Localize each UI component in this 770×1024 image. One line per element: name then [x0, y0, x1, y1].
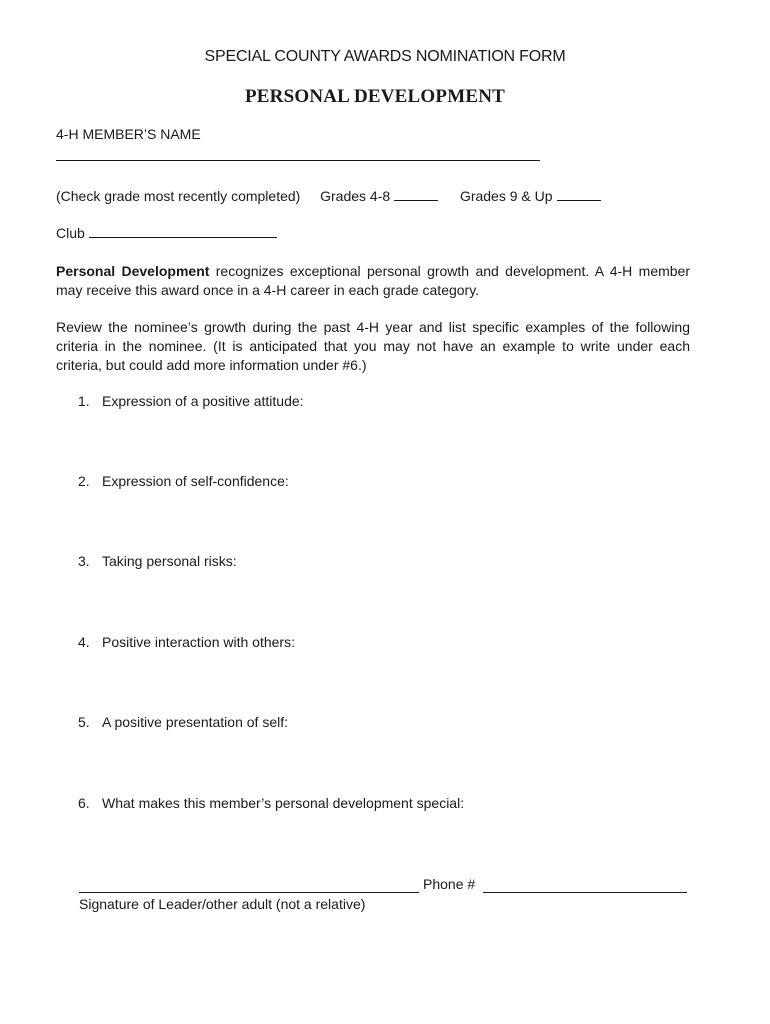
question-text: Expression of a positive attitude:	[102, 393, 304, 409]
question-text: Positive interaction with others:	[102, 634, 295, 650]
question-number: 6.	[78, 795, 90, 811]
question-3	[78, 553, 237, 569]
question-text: Expression of self-confidence:	[102, 473, 289, 489]
question-6	[78, 795, 464, 811]
section-title: PERSONAL DEVELOPMENT	[244, 86, 505, 107]
intro-bold-term: Personal Development	[56, 263, 210, 279]
question-text: A positive presentation of self:	[102, 714, 288, 730]
club-label: Club	[56, 225, 85, 241]
question-text: Taking personal risks:	[102, 553, 237, 569]
signature-caption: Signature of Leader/other adult (not a relative)	[79, 896, 366, 912]
question-1	[78, 393, 304, 409]
grade-option-4-8-label: Grades 4-8	[320, 188, 391, 204]
question-number: 1.	[78, 393, 90, 409]
form-title: SPECIAL COUNTY AWARDS NOMINATION FORM	[204, 48, 566, 65]
question-4	[78, 634, 295, 650]
question-5	[78, 714, 288, 730]
phone-label: Phone #	[423, 876, 476, 892]
member-name-label: 4-H MEMBER’S NAME	[56, 126, 201, 142]
club-field[interactable]	[89, 225, 277, 238]
grade-4-8-checkbox[interactable]	[394, 188, 438, 201]
grade-9-up-checkbox[interactable]	[557, 188, 601, 201]
question-2	[78, 473, 289, 489]
phone-field[interactable]	[483, 892, 687, 893]
grade-row	[56, 188, 601, 204]
question-number: 2.	[78, 473, 90, 489]
question-text: What makes this member’s personal development special:	[102, 795, 465, 811]
question-number: 5.	[78, 714, 90, 730]
question-number: 3.	[78, 553, 90, 569]
intro-paragraph	[56, 262, 690, 300]
club-row	[56, 225, 277, 241]
intro-text: recognizes exceptional personal growth and development. A 4-H member may receive this award once in a 4-H career in each grade category.	[56, 263, 690, 298]
review-paragraph: Review the nominee’s growth during the past 4-H year and list specific examples of the following criteria in the nominee. (It is anticipated that you may not have an example to write under each criteria, but could add more information under #6.)	[56, 319, 690, 373]
grade-prompt: (Check grade most recently completed)	[56, 188, 301, 204]
member-name-field[interactable]	[56, 160, 540, 161]
signature-field[interactable]	[79, 892, 419, 893]
grade-option-9-up-label: Grades 9 & Up	[459, 188, 553, 204]
question-number: 4.	[78, 634, 90, 650]
